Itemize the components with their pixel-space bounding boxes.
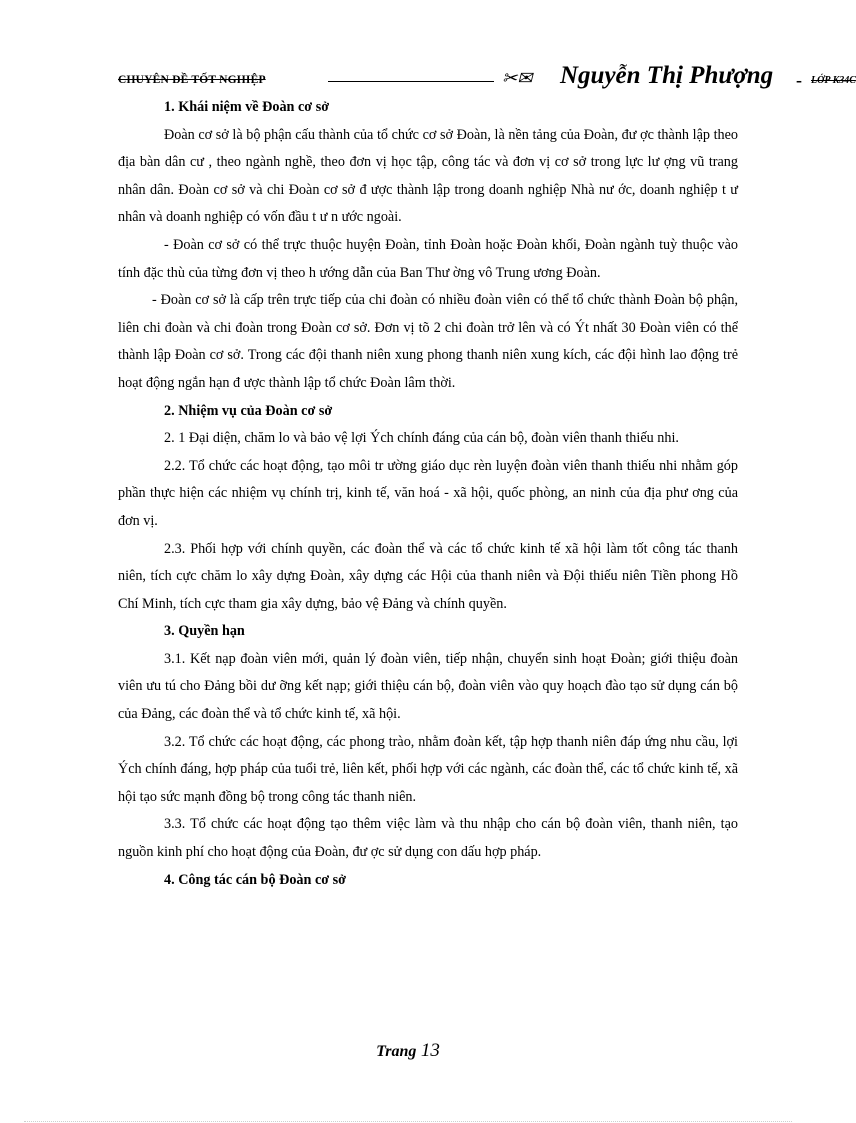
paragraph: 2.2. Tổ chức các hoạt động, tạo môi tr ường giáo dục rèn luyện đoàn viên thanh thiếu nhi nhằm góp phần thực hiện các nhiệm vụ chính trị, kinh tế, văn hoá - xã hội, quốc phòng, an ninh của địa phư ơng của đơn vị. — [118, 457, 738, 529]
page-label: Trang — [376, 1043, 417, 1060]
header-divider-line — [328, 81, 494, 82]
paragraph: 3.3. Tổ chức các hoạt động tạo thêm việc làm và thu nhập cho cán bộ đoàn viên, thanh niên, tạo nguồn kinh phí cho hoạt động của Đoàn, đư ợc sử dụng con dấu hợp pháp. — [118, 816, 738, 861]
paragraph: 2.3. Phối hợp với chính quyền, các đoàn thể và các tổ chức kinh tế xã hội làm tốt công tác thanh niên, tích cực chăm lo xây dựng Đoàn, xây dựng các Hội của thanh niên và Đội thiếu niên Tiền phong Hồ Chí Minh, tích cực tham gia xây dựng, bảo vệ Đảng và chính quyền. — [118, 540, 738, 612]
section-heading: 3. Quyền hạn — [164, 623, 245, 640]
page-header — [118, 62, 856, 96]
paragraph: Đoàn cơ sở là bộ phận cấu thành của tổ chức cơ sở Đoàn, là nền tảng của Đoàn, đư ợc thành lập theo địa bàn dân cư , theo ngành nghề, theo đơn vị học tập, công tác và đơn vị cơ sở trong lực lư ợng vũ trang nhân dân. Đoàn cơ sở và chi Đoàn cơ sở đ ược thành lập trong doanh nghiệp Nhà nư ớc, doanh nghiệp t ư nhân và doanh nghiệp có vốn đầu t ư n ước ngoài. — [118, 126, 738, 226]
section-heading: 4. Công tác cán bộ Đoàn cơ sở — [164, 871, 347, 888]
document-type-label: CHUYÊN ĐỀ TỐT NGHIỆP — [118, 74, 266, 86]
page-footer — [0, 1040, 816, 1062]
document-body — [118, 94, 738, 894]
paragraph: - Đoàn cơ sở có thể trực thuộc huyện Đoàn, tỉnh Đoàn hoặc Đoàn khối, Đoàn ngành tuỳ thuộc vào tính đặc thù của từng đơn vị theo h ướng dẫn của Ban Thư ờng vô Trung ương Đoàn. — [118, 236, 738, 281]
bottom-dotted-rule — [24, 1121, 792, 1122]
page-number: 13 — [420, 1040, 440, 1061]
paragraph: 3.2. Tổ chức các hoạt động, các phong trào, nhằm đoàn kết, tập hợp thanh niên đáp ứng nhu cầu, lợi Ých chính đáng, hợp pháp của tuổi trẻ, liên kết, phối hợp với các ngành, các đoàn thể, các tổ chức kinh tế, xã hội tạo sức mạnh đồng bộ trong công tác thanh niên. — [118, 733, 738, 805]
paragraph: 2. 1 Đại diện, chăm lo và bảo vệ lợi Ých chính đáng của cán bộ, đoàn viên thanh thiếu nhi. — [164, 430, 679, 447]
section-heading: 1. Khái niệm về Đoàn cơ sở — [164, 99, 330, 115]
paragraph: - Đoàn cơ sở là cấp trên trực tiếp của chi đoàn có nhiều đoàn viên có thể tổ chức thành Đoàn bộ phận, liên chi đoàn và chi đoàn trong Đoàn cơ sở. Đơn vị tõ 2 chi đoàn trở lên và có Ýt nhất 30 Đoàn viên có thể thành lập Đoàn cơ sở. Trong các đội thanh niên xung phong thanh niên xung kích, các đội hình lao động trẻ hoạt động ngắn hạn đ ược thành lập tổ chức Đoàn lâm thời. — [118, 292, 738, 391]
author-name: Nguyễn Thị Phượng — [560, 62, 774, 89]
class-label: LỚP K34C — [811, 75, 856, 86]
scissors-envelope-icon: ✂✉ — [502, 68, 533, 88]
section-heading: 2. Nhiệm vụ của Đoàn cơ sở — [164, 402, 333, 419]
header-dash: - — [796, 70, 802, 90]
paragraph: 3.1. Kết nạp đoàn viên mới, quản lý đoàn viên, tiếp nhận, chuyển sinh hoạt Đoàn; giới thiệu đoàn viên ưu tú cho Đảng bồi dư ỡng kết nạp; giới thiệu cán bộ, đoàn viên vào quy hoạch đào tạo sử dụng cán bộ của Đảng, các đoàn thể và tổ chức kinh tế, xã hội. — [118, 650, 738, 723]
